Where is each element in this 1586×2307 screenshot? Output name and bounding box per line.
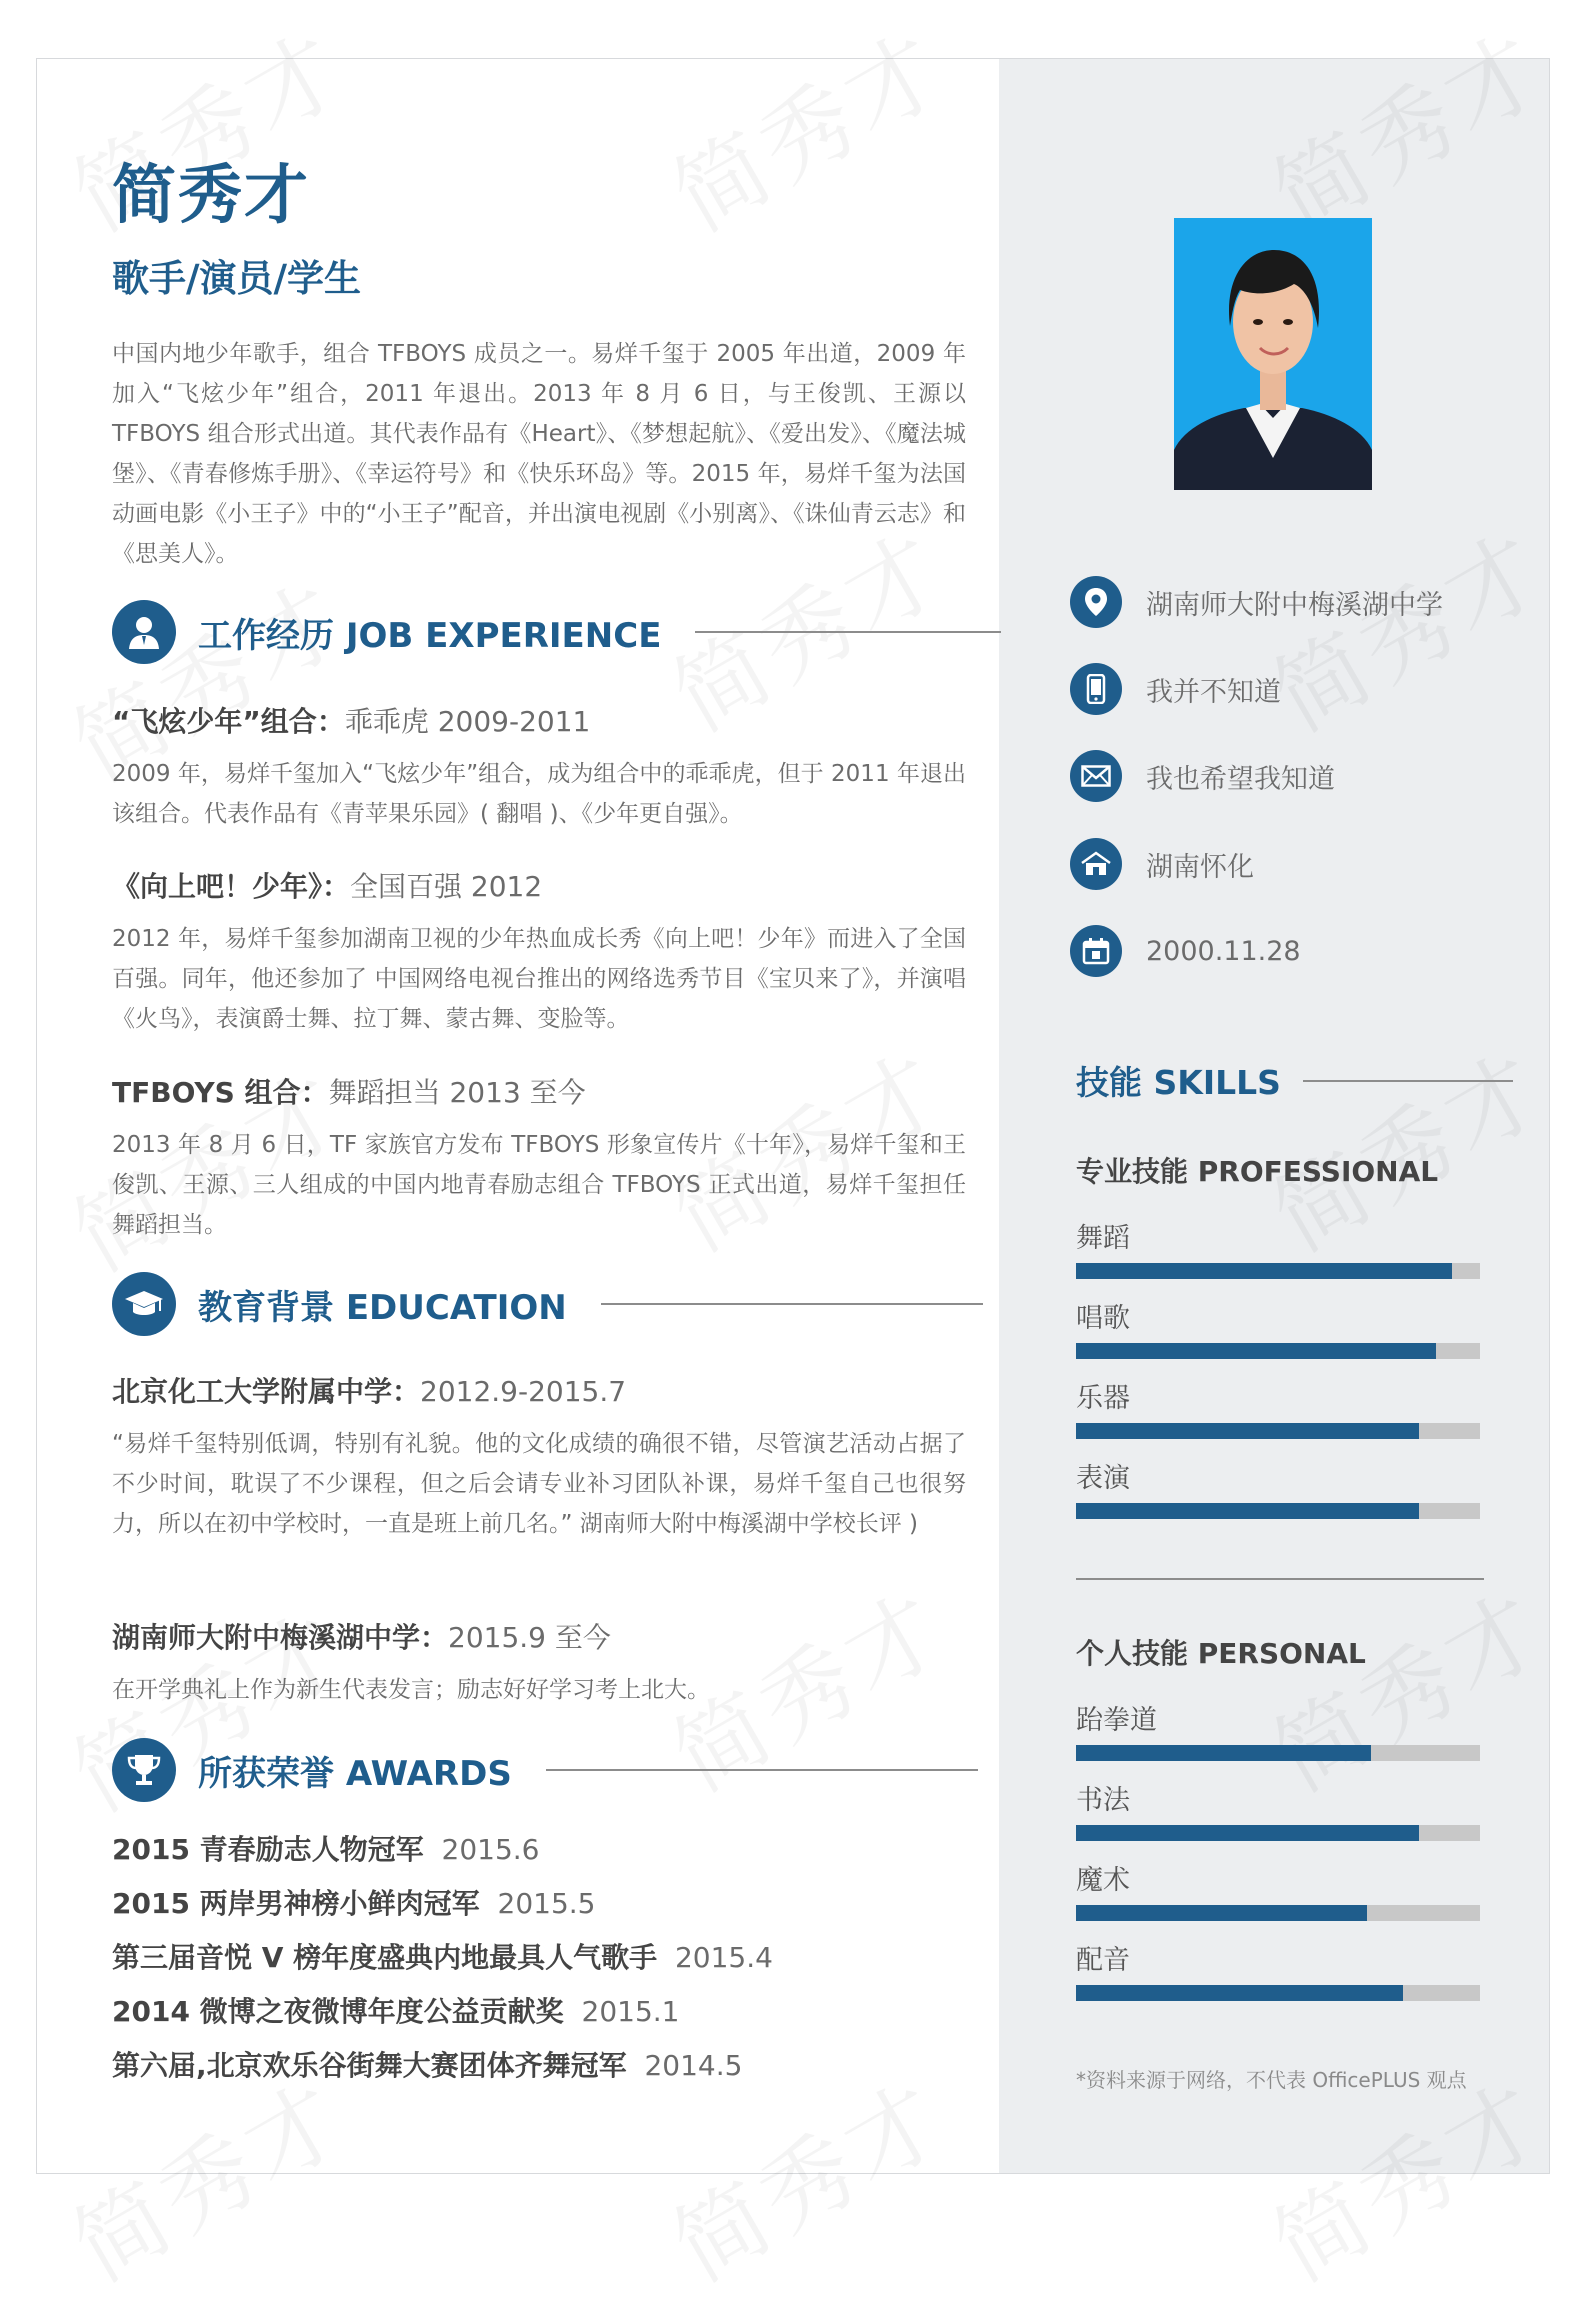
location-pin-icon bbox=[1070, 576, 1122, 628]
skill-bar bbox=[1076, 1825, 1480, 1841]
experience-desc: 2012 年，易烊千玺参加湖南卫视的少年热血成长秀《向上吧！少年》而进入了全国百强。同年，他还参加了 中国网络电视台推出的网络选秀节目《宝贝来了》，并演唱《火鸟》，表演爵士舞、拉丁舞、蒙古舞、变脸等。 bbox=[112, 926, 966, 1032]
experience-item bbox=[112, 1071, 966, 1245]
skill-bar-fill bbox=[1076, 1985, 1403, 2001]
skill-bar bbox=[1076, 1503, 1480, 1519]
envelope-icon bbox=[1070, 750, 1122, 802]
education-period: 2012.9-2015.7 bbox=[420, 1375, 627, 1408]
personal-skills-title: 个人技能 PERSONAL bbox=[1076, 1637, 1366, 1670]
skill-bar-fill bbox=[1076, 1745, 1371, 1761]
contact-item-phone bbox=[1070, 663, 1281, 715]
contact-item-email bbox=[1070, 750, 1335, 802]
person-name: 简秀才 bbox=[112, 159, 310, 233]
skills-title: 技能 SKILLS bbox=[1076, 1063, 1281, 1102]
education-desc: 在开学典礼上作为新生代表发言；励志好好学习考上北大。 bbox=[112, 1677, 710, 1703]
award-name: 2014 微博之夜微博年度公益贡献奖 bbox=[112, 1995, 564, 2028]
trophy-icon bbox=[112, 1738, 176, 1802]
contact-text: 湖南师大附中梅溪湖中学 bbox=[1146, 589, 1443, 621]
contact-text: 我并不知道 bbox=[1146, 676, 1281, 708]
experience-role: 舞蹈担当 2013 至今 bbox=[328, 1076, 586, 1109]
award-name: 第六届,北京欢乐谷街舞大赛团体齐舞冠军 bbox=[112, 2049, 627, 2082]
contact-text: 我也希望我知道 bbox=[1146, 763, 1335, 795]
house-icon bbox=[1070, 838, 1122, 890]
award-item bbox=[112, 1877, 966, 1931]
skill-label: 书法 bbox=[1076, 1785, 1130, 1816]
skill-bar-fill bbox=[1076, 1503, 1419, 1519]
graduation-cap-icon bbox=[112, 1272, 176, 1336]
skill-bar bbox=[1076, 1905, 1480, 1921]
skill-bar bbox=[1076, 1343, 1480, 1359]
contact-item-address bbox=[1070, 838, 1254, 890]
footnote: *资料来源于网络，不代表 OfficePLUS 观点 bbox=[1076, 2068, 1467, 2092]
award-item bbox=[112, 2039, 966, 2093]
award-item bbox=[112, 1823, 966, 1877]
experience-org: TFBOYS 组合 bbox=[112, 1076, 301, 1109]
skill-bar bbox=[1076, 1423, 1480, 1439]
skill-label: 舞蹈 bbox=[1076, 1223, 1130, 1254]
section-divider bbox=[601, 1303, 983, 1305]
award-item bbox=[112, 1931, 966, 1985]
experience-role: 乖乖虎 2009-2011 bbox=[344, 705, 591, 738]
professional-skills-title: 专业技能 PROFESSIONAL bbox=[1076, 1155, 1439, 1188]
section-title: 所获荣誉 AWARDS bbox=[198, 1753, 512, 1794]
person-icon bbox=[112, 600, 176, 664]
skills-header bbox=[1076, 1057, 1513, 1104]
skill-label: 乐器 bbox=[1076, 1383, 1130, 1414]
experience-sep: ： bbox=[322, 870, 351, 903]
experience-sep: ： bbox=[300, 1076, 329, 1109]
skill-bar bbox=[1076, 1263, 1480, 1279]
awards-list bbox=[112, 1823, 966, 2093]
experience-role: 全国百强 2012 bbox=[350, 870, 543, 903]
contact-item-school bbox=[1070, 576, 1443, 628]
section-divider bbox=[1303, 1080, 1513, 1082]
skill-bar bbox=[1076, 1985, 1480, 2001]
experience-org: “飞炫少年”组合 bbox=[112, 705, 317, 738]
contact-text: 2000.11.28 bbox=[1146, 935, 1301, 967]
section-header-education bbox=[112, 1272, 983, 1336]
award-date: 2014.5 bbox=[644, 2049, 743, 2082]
section-header-experience bbox=[112, 600, 1001, 664]
award-date: 2015.5 bbox=[497, 1887, 596, 1920]
sidebar-divider bbox=[1076, 1578, 1484, 1580]
experience-item bbox=[112, 865, 966, 1039]
education-item bbox=[112, 1616, 966, 1710]
award-name: 第三届音悦 V 榜年度盛典内地最具人气歌手 bbox=[112, 1941, 658, 1974]
education-period: 2015.9 至今 bbox=[448, 1621, 611, 1654]
skill-bar-fill bbox=[1076, 1263, 1452, 1279]
award-date: 2015.1 bbox=[581, 1995, 680, 2028]
section-title: 教育背景 EDUCATION bbox=[198, 1287, 567, 1328]
job-title: 歌手/演员/学生 bbox=[112, 257, 362, 300]
experience-org: 《向上吧！少年》 bbox=[112, 870, 323, 903]
skill-label: 魔术 bbox=[1076, 1865, 1130, 1896]
calendar-icon bbox=[1070, 925, 1122, 977]
contact-item-birthday bbox=[1070, 925, 1301, 977]
award-date: 2015.6 bbox=[441, 1833, 540, 1866]
award-name: 2015 青春励志人物冠军 bbox=[112, 1833, 424, 1866]
intro-paragraph: 中国内地少年歌手，组合 TFBOYS 成员之一。易烊千玺于 2005 年出道，2009 年加入“飞炫少年”组合，2011 年退出。2013 年 8 月 6 日，与王俊凯、王源以 TFBOYS 组合形式出道。其代表作品有《Heart》、《梦想起航》、《爱出发》、《魔法城堡》、《青春修炼手册》、《幸运符号》和《快乐环岛》等。2015 年，易烊千玺为法国动画电影《小王子》中的“小王子”配音，并出演电视剧《小别离》、《诛仙青云志》和《思美人》。 bbox=[112, 341, 966, 567]
award-item bbox=[112, 1985, 966, 2039]
section-title: 工作经历 JOB EXPERIENCE bbox=[198, 615, 662, 656]
skill-label: 跆拳道 bbox=[1076, 1705, 1157, 1736]
contact-text: 湖南怀化 bbox=[1146, 851, 1254, 883]
section-divider bbox=[546, 1769, 978, 1771]
award-name: 2015 两岸男神榜小鲜肉冠军 bbox=[112, 1887, 480, 1920]
skill-bar-fill bbox=[1076, 1905, 1367, 1921]
experience-desc: 2013 年 8 月 6 日，TF 家族官方发布 TFBOYS 形象宣传片《十年》，易烊千玺和王俊凯、王源、三人组成的中国内地青春励志组合 TFBOYS 正式出道，易烊千玺担任舞蹈担当。 bbox=[112, 1132, 966, 1238]
experience-sep: ： bbox=[316, 705, 345, 738]
education-org: 北京化工大学附属中学： bbox=[112, 1375, 421, 1408]
experience-item bbox=[112, 700, 966, 834]
education-desc: “易烊千玺特别低调，特别有礼貌。他的文化成绩的确很不错，尽管演艺活动占据了不少时间，耽误了不少课程，但之后会请专业补习团队补课，易烊千玺自己也很努力，所以在初中学校时，一直是班上前几名。” 湖南师大附中梅溪湖中学校长评 ) bbox=[112, 1431, 966, 1537]
education-org: 湖南师大附中梅溪湖中学： bbox=[112, 1621, 449, 1654]
skill-bar bbox=[1076, 1745, 1480, 1761]
profile-photo bbox=[1174, 218, 1372, 490]
section-divider bbox=[695, 631, 1001, 633]
skill-bar-fill bbox=[1076, 1423, 1419, 1439]
skill-label: 唱歌 bbox=[1076, 1303, 1130, 1334]
experience-desc: 2009 年，易烊千玺加入“飞炫少年”组合，成为组合中的乖乖虎，但于 2011 年退出该组合。代表作品有《青苹果乐园》( 翻唱 )、《少年更自强》。 bbox=[112, 761, 966, 827]
skill-label: 配音 bbox=[1076, 1945, 1130, 1976]
mobile-phone-icon bbox=[1070, 663, 1122, 715]
section-header-awards bbox=[112, 1738, 978, 1802]
skill-bar-fill bbox=[1076, 1343, 1436, 1359]
skill-bar-fill bbox=[1076, 1825, 1419, 1841]
education-item bbox=[112, 1370, 966, 1544]
skill-label: 表演 bbox=[1076, 1463, 1130, 1494]
award-date: 2015.4 bbox=[674, 1941, 773, 1974]
